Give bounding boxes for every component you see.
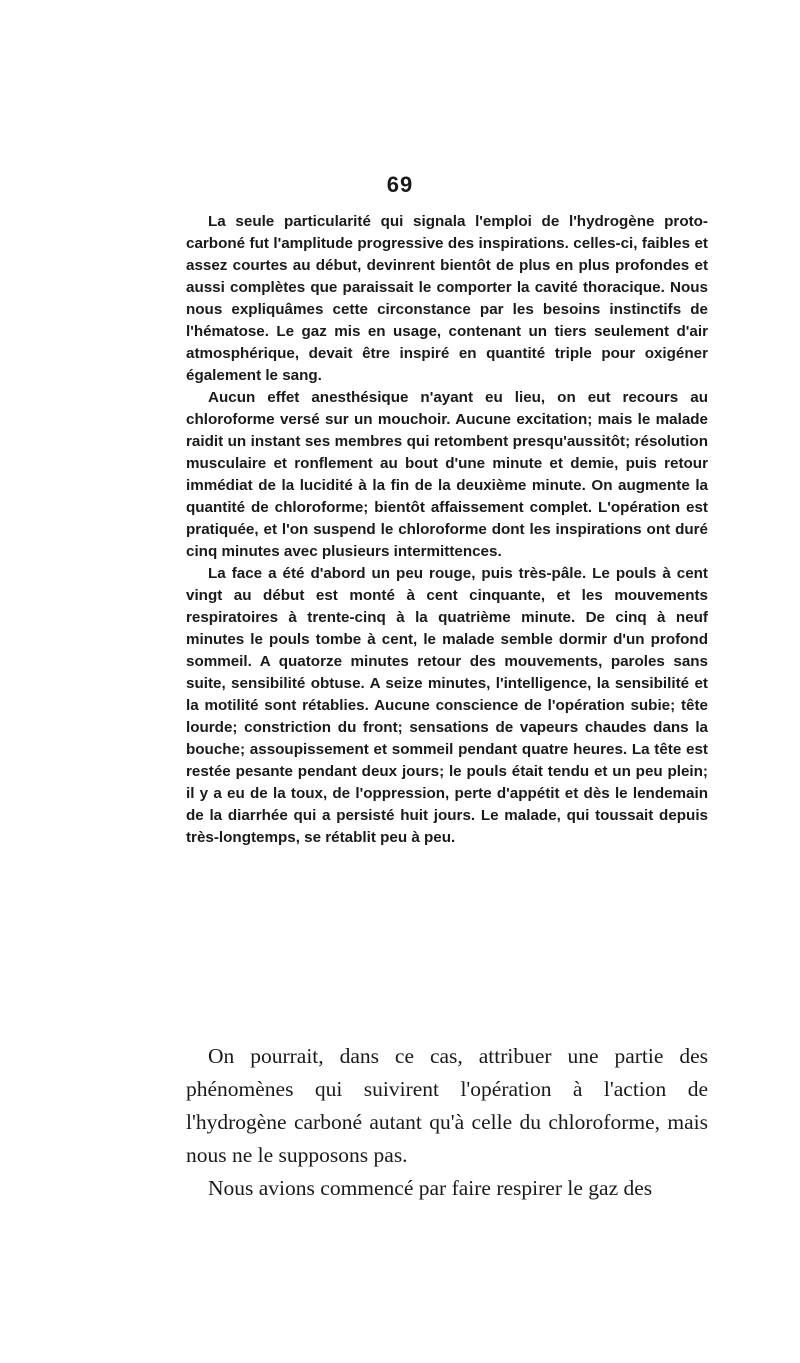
paragraph: La seule particularité qui signala l'emploi de l'hydrogène proto-carboné fut l'amplitude progressive des inspirations. celles-ci, faibles et assez courtes au début, devinrent bientôt de plus en plus profondes et aussi complètes que paraissait le comporter la cavité thoracique. Nous nous expliquâmes cette circonstance par les besoins instinctifs de l'hématose. Le gaz mis en usage, contenant un tiers seulement d'air atmosphérique, devait être inspiré en quantité triple pour oxigéner également le sang.: [186, 213, 708, 384]
large-print-text: [186, 1040, 708, 1205]
paragraph: On pourrait, dans ce cas, attribuer une partie des phénomènes qui suivirent l'opération à l'action de l'hydrogène carboné autant qu'à celle du chloroforme, mais nous ne le supposons pas.: [186, 1044, 708, 1167]
paragraph: La face a été d'abord un peu rouge, puis très-pâle. Le pouls à cent vingt au début est monté à cent cinquante, et les mouvements respiratoires à trente-cinq à la quatrième minute. De cinq à neuf minutes le pouls tombe à cent, le malade semble dormir d'un profond sommeil. A quatorze minutes retour des mouvements, paroles sans suite, sensibilité obtuse. A seize minutes, l'intelligence, la sensibilité et la motilité sont rétablies. Aucune conscience de l'opération subie; tête lourde; constriction du front; sensations de vapeurs chaudes dans la bouche; assoupissement et sommeil pendant quatre heures. La tête est restée pesante pendant deux jours; le pouls était tendu et un peu plein; il y a eu de la toux, de l'oppression, perte d'appétit et dès le lendemain de la diarrhée qui a persisté huit jours. Le malade, qui toussait depuis très-longtemps, se rétablit peu à peu.: [186, 565, 708, 846]
small-print-text: [186, 211, 708, 849]
page-number: 69: [386, 172, 414, 197]
paragraph: Aucun effet anesthésique n'ayant eu lieu, on eut recours au chloroforme versé sur un mouchoir. Aucune excitation; mais le malade raidit un instant ses membres qui retombent presqu'aussitôt; résolution musculaire et ronflement au bout d'une minute et demie, puis retour immédiat de la lucidité à la fin de la deuxième minute. On augmente la quantité de chloroforme; bientôt affaissement complet. L'opération est pratiquée, et l'on suspend le chloroforme dont les inspirations ont duré cinq minutes avec plusieurs intermittences.: [186, 389, 708, 560]
paragraph: Nous avions commencé par faire respirer le gaz des: [208, 1176, 653, 1200]
